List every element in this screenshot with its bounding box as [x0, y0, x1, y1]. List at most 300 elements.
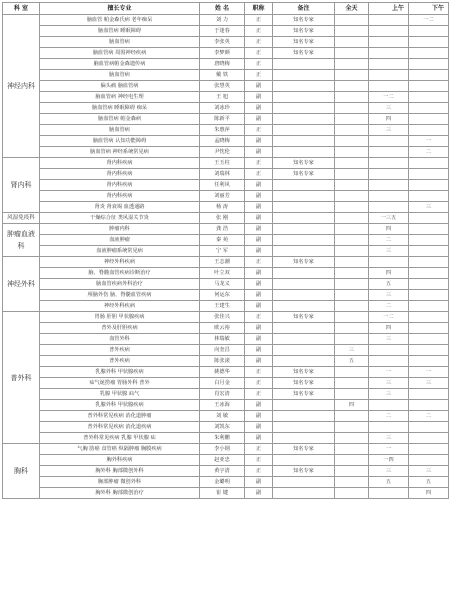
table-row	[3, 312, 449, 323]
morning-slot: 三	[369, 334, 409, 345]
specialty-cell: 普外科常见疾病 乳腺 甲状腺 疝	[40, 433, 200, 444]
doctor-note: 知名专家	[273, 169, 335, 180]
afternoon-slot: 三	[409, 378, 449, 389]
doctor-title: 副	[245, 400, 273, 411]
doctor-title: 副	[245, 103, 273, 114]
doctor-note	[273, 422, 335, 433]
doctor-title: 副	[245, 356, 273, 367]
table-row	[3, 235, 449, 246]
specialty-cell: 肾内科疾病	[40, 180, 200, 191]
afternoon-slot: 一	[409, 136, 449, 147]
doctor-name: 张佳兴	[200, 312, 245, 323]
doctor-title: 正	[245, 367, 273, 378]
table-row	[3, 224, 449, 235]
morning-slot: 一	[369, 367, 409, 378]
afternoon-slot	[409, 125, 449, 136]
table-row	[3, 147, 449, 158]
specialty-cell: 肾内科疾病	[40, 191, 200, 202]
doctor-name: 张慧英	[200, 81, 245, 92]
doctor-name: 向奎昌	[200, 345, 245, 356]
doctor-title: 副	[245, 345, 273, 356]
specialty-cell: 乳腺外科 甲状腺疾病	[40, 400, 200, 411]
morning-slot: 二	[369, 411, 409, 422]
department-name: 神经外科	[3, 257, 40, 312]
table-row	[3, 356, 449, 367]
department-name: 神经内科	[3, 15, 40, 158]
afternoon-slot: 四	[409, 488, 449, 499]
doctor-title: 副	[245, 81, 273, 92]
doctor-note	[273, 268, 335, 279]
full-day-slot	[335, 455, 369, 466]
full-day-slot	[335, 279, 369, 290]
table-row	[3, 301, 449, 312]
afternoon-slot	[409, 180, 449, 191]
full-day-slot	[335, 411, 369, 422]
afternoon-slot: 一二	[409, 15, 449, 26]
afternoon-slot	[409, 268, 449, 279]
afternoon-slot	[409, 103, 449, 114]
morning-slot: 三	[369, 103, 409, 114]
doctor-note	[273, 433, 335, 444]
doctor-note: 知名专家	[273, 257, 335, 268]
doctor-name: 李梦颜	[200, 48, 245, 59]
table-row	[3, 466, 449, 477]
doctor-title: 正	[245, 125, 273, 136]
specialty-cell: 肾内科疾病	[40, 169, 200, 180]
doctor-title: 正	[245, 37, 273, 48]
table-row	[3, 59, 449, 70]
afternoon-slot	[409, 246, 449, 257]
afternoon-slot	[409, 323, 449, 334]
afternoon-slot	[409, 400, 449, 411]
full-day-slot	[335, 257, 369, 268]
doctor-note	[273, 246, 335, 257]
morning-slot: 三	[369, 466, 409, 477]
morning-slot	[369, 147, 409, 158]
table-row	[3, 180, 449, 191]
department-name: 肿瘤血液科	[3, 224, 40, 257]
full-day-slot	[335, 114, 369, 125]
doctor-title: 正	[245, 444, 273, 455]
full-day-slot	[335, 158, 369, 169]
doctor-name: 杨 涛	[200, 202, 245, 213]
specialty-cell: 颅脑外伤 脑、脊髓血管疾病	[40, 290, 200, 301]
specialty-cell: 脑血管病	[40, 70, 200, 81]
doctor-title: 副	[245, 235, 273, 246]
morning-slot: 三	[369, 389, 409, 400]
clinic-schedule-table	[2, 2, 449, 499]
doctor-name: 马龙义	[200, 279, 245, 290]
morning-slot: 一二	[369, 92, 409, 103]
table-row	[3, 345, 449, 356]
table-row	[3, 268, 449, 279]
doctor-name: 崔 键	[200, 488, 245, 499]
specialty-cell: 普外疾病	[40, 356, 200, 367]
doctor-name: 刘丽芳	[200, 191, 245, 202]
doctor-name: 刘瑞林	[200, 169, 245, 180]
morning-slot: 三	[369, 290, 409, 301]
doctor-note	[273, 125, 335, 136]
specialty-cell: 胸外科疾病	[40, 455, 200, 466]
full-day-slot	[335, 246, 369, 257]
doctor-name: 孟晓梅	[200, 136, 245, 147]
afternoon-slot	[409, 312, 449, 323]
afternoon-slot	[409, 290, 449, 301]
morning-slot	[369, 81, 409, 92]
table-row	[3, 158, 449, 169]
department-name: 胸科	[3, 444, 40, 499]
afternoon-slot	[409, 81, 449, 92]
header-name: 姓 名	[200, 3, 245, 15]
doctor-title: 正	[245, 389, 273, 400]
afternoon-slot	[409, 59, 449, 70]
table-row	[3, 334, 449, 345]
morning-slot	[369, 356, 409, 367]
doctor-note	[273, 59, 335, 70]
afternoon-slot	[409, 114, 449, 125]
table-row	[3, 279, 449, 290]
afternoon-slot: 二	[409, 147, 449, 158]
doctor-title: 副	[245, 268, 273, 279]
table-row	[3, 81, 449, 92]
full-day-slot: 五	[335, 356, 369, 367]
full-day-slot	[335, 92, 369, 103]
doctor-title: 副	[245, 213, 273, 224]
doctor-note	[273, 400, 335, 411]
afternoon-slot	[409, 279, 449, 290]
specialty-cell: 脑血管疾病外科治疗	[40, 279, 200, 290]
afternoon-slot	[409, 356, 449, 367]
full-day-slot	[335, 37, 369, 48]
department-name: 普外科	[3, 312, 40, 444]
doctor-note	[273, 290, 335, 301]
doctor-name: 肖宏清	[200, 389, 245, 400]
specialty-cell: 胸外科 胸部微创治疗	[40, 488, 200, 499]
doctor-name: 王冰海	[200, 400, 245, 411]
doctor-note	[273, 92, 335, 103]
table-row	[3, 422, 449, 433]
table-row	[3, 488, 449, 499]
doctor-note: 知名专家	[273, 37, 335, 48]
afternoon-slot	[409, 334, 449, 345]
full-day-slot	[335, 312, 369, 323]
doctor-title: 正	[245, 26, 273, 37]
doctor-title: 副	[245, 301, 273, 312]
morning-slot	[369, 257, 409, 268]
specialty-cell: 肾内科疾病	[40, 158, 200, 169]
afternoon-slot	[409, 92, 449, 103]
morning-slot: 一	[369, 444, 409, 455]
doctor-name: 林瑞敏	[200, 334, 245, 345]
full-day-slot	[335, 81, 369, 92]
table-row	[3, 191, 449, 202]
afternoon-slot: 三	[409, 466, 449, 477]
afternoon-slot	[409, 224, 449, 235]
table-row	[3, 378, 449, 389]
full-day-slot	[335, 433, 369, 444]
specialty-cell: 胸部肿瘤 微创外科	[40, 477, 200, 488]
afternoon-slot	[409, 433, 449, 444]
morning-slot: 三	[369, 125, 409, 136]
doctor-note: 知名专家	[273, 26, 335, 37]
specialty-cell: 脑血管病 周围神经疾病	[40, 48, 200, 59]
doctor-name: 王 旭	[200, 92, 245, 103]
specialty-cell: 胸外科 胸部微创外科	[40, 466, 200, 477]
doctor-title: 正	[245, 169, 273, 180]
full-day-slot	[335, 70, 369, 81]
afternoon-slot	[409, 257, 449, 268]
doctor-name: 陈新平	[200, 114, 245, 125]
doctor-title: 副	[245, 136, 273, 147]
header-row	[3, 3, 449, 15]
doctor-note	[273, 455, 335, 466]
header-specialty: 擅长专业	[40, 3, 200, 15]
doctor-name: 王建生	[200, 301, 245, 312]
specialty-cell: 神经外科疾病	[40, 301, 200, 312]
doctor-note: 知名专家	[273, 466, 335, 477]
afternoon-slot	[409, 345, 449, 356]
table-row	[3, 290, 449, 301]
doctor-note	[273, 488, 335, 499]
doctor-note	[273, 345, 335, 356]
doctor-note	[273, 103, 335, 114]
morning-slot	[369, 70, 409, 81]
full-day-slot	[335, 48, 369, 59]
full-day-slot	[335, 444, 369, 455]
morning-slot	[369, 191, 409, 202]
table-row	[3, 367, 449, 378]
specialty-cell: 干燥综合征 类风湿关节炎	[40, 213, 200, 224]
doctor-title: 正	[245, 59, 273, 70]
afternoon-slot	[409, 37, 449, 48]
department-name: 风湿免疫科	[3, 213, 40, 224]
doctor-name: 姚德华	[200, 367, 245, 378]
afternoon-slot	[409, 70, 449, 81]
morning-slot	[369, 180, 409, 191]
morning-slot: 四	[369, 323, 409, 334]
doctor-name: 张 刚	[200, 213, 245, 224]
table-row	[3, 400, 449, 411]
table-row	[3, 92, 449, 103]
specialty-cell: 血管外科	[40, 334, 200, 345]
table-row	[3, 202, 449, 213]
morning-slot: 四	[369, 268, 409, 279]
doctor-name: 李小钢	[200, 444, 245, 455]
full-day-slot	[335, 125, 369, 136]
doctor-note: 知名专家	[273, 378, 335, 389]
full-day-slot	[335, 26, 369, 37]
morning-slot	[369, 345, 409, 356]
specialty-cell: 脑血管病 神经电生理	[40, 92, 200, 103]
specialty-cell: 脑血管病 神经系统常见病	[40, 147, 200, 158]
afternoon-slot	[409, 444, 449, 455]
table-row	[3, 169, 449, 180]
doctor-title: 副	[245, 180, 273, 191]
table-row	[3, 323, 449, 334]
doctor-title: 副	[245, 323, 273, 334]
header-dept: 科 室	[3, 3, 40, 15]
table-row	[3, 15, 449, 26]
specialty-cell: 乳腺 甲状腺 疝气	[40, 389, 200, 400]
doctor-note	[273, 81, 335, 92]
morning-slot: 二	[369, 235, 409, 246]
schedule-body	[3, 15, 449, 499]
afternoon-slot: 一	[409, 367, 449, 378]
doctor-title: 正	[245, 466, 273, 477]
table-row	[3, 433, 449, 444]
doctor-name: 任利风	[200, 180, 245, 191]
doctor-title: 副	[245, 202, 273, 213]
table-row	[3, 70, 449, 81]
doctor-name: 白月金	[200, 378, 245, 389]
doctor-name: 刘 力	[200, 15, 245, 26]
morning-slot: 四	[369, 224, 409, 235]
table-row	[3, 37, 449, 48]
doctor-note	[273, 235, 335, 246]
morning-slot	[369, 169, 409, 180]
table-row	[3, 455, 449, 466]
afternoon-slot	[409, 169, 449, 180]
doctor-note	[273, 356, 335, 367]
afternoon-slot	[409, 235, 449, 246]
table-row	[3, 389, 449, 400]
specialty-cell: 偏头痛 脑血管病	[40, 81, 200, 92]
doctor-title: 副	[245, 246, 273, 257]
doctor-name: 金璐明	[200, 477, 245, 488]
doctor-name: 唐晓梅	[200, 59, 245, 70]
doctor-title: 副	[245, 477, 273, 488]
doctor-note	[273, 411, 335, 422]
doctor-title: 正	[245, 257, 273, 268]
table-row	[3, 114, 449, 125]
doctor-note	[273, 136, 335, 147]
specialty-cell: 肿瘤内科	[40, 224, 200, 235]
specialty-cell: 普外科常见疾病 消化道疾病	[40, 422, 200, 433]
morning-slot: 三	[369, 246, 409, 257]
department-name: 肾内科	[3, 158, 40, 213]
table-row	[3, 246, 449, 257]
morning-slot	[369, 48, 409, 59]
morning-slot: 二	[369, 301, 409, 312]
specialty-cell: 普外科常见疾病 消化道肿瘤	[40, 411, 200, 422]
doctor-name: 于逢春	[200, 26, 245, 37]
morning-slot: 一三五	[369, 213, 409, 224]
doctor-note	[273, 323, 335, 334]
full-day-slot	[335, 488, 369, 499]
specialty-cell: 气胸 肋癌 食管癌 纵隔肿瘤 胸膜疾病	[40, 444, 200, 455]
full-day-slot	[335, 301, 369, 312]
doctor-name: 秦 苑	[200, 235, 245, 246]
doctor-note: 知名专家	[273, 48, 335, 59]
doctor-title: 副	[245, 290, 273, 301]
afternoon-slot	[409, 26, 449, 37]
doctor-title: 正	[245, 70, 273, 81]
doctor-note	[273, 191, 335, 202]
specialty-cell: 脑血管病 认知功能障碍	[40, 136, 200, 147]
full-day-slot: 三	[335, 345, 369, 356]
doctor-title: 副	[245, 433, 273, 444]
table-row	[3, 257, 449, 268]
full-day-slot	[335, 378, 369, 389]
table-row	[3, 411, 449, 422]
doctor-name: 宁 军	[200, 246, 245, 257]
morning-slot: 一二	[369, 312, 409, 323]
morning-slot	[369, 400, 409, 411]
full-day-slot	[335, 466, 369, 477]
doctor-note	[273, 224, 335, 235]
doctor-note	[273, 279, 335, 290]
morning-slot	[369, 202, 409, 213]
specialty-cell: 脑血管病	[40, 37, 200, 48]
specialty-cell: 脑血管病 睡眠障碍	[40, 26, 200, 37]
table-row	[3, 26, 449, 37]
afternoon-slot	[409, 213, 449, 224]
afternoon-slot	[409, 389, 449, 400]
doctor-title: 副	[245, 224, 273, 235]
full-day-slot	[335, 103, 369, 114]
table-row	[3, 48, 449, 59]
doctor-note	[273, 114, 335, 125]
doctor-note	[273, 202, 335, 213]
doctor-title: 副	[245, 147, 273, 158]
doctor-name: 朱利鹏	[200, 433, 245, 444]
doctor-note: 知名专家	[273, 312, 335, 323]
doctor-name: 王志潮	[200, 257, 245, 268]
doctor-note	[273, 70, 335, 81]
doctor-note: 知名专家	[273, 15, 335, 26]
doctor-title: 正	[245, 48, 273, 59]
morning-slot	[369, 37, 409, 48]
full-day-slot	[335, 334, 369, 345]
doctor-name: 欧云裕	[200, 323, 245, 334]
full-day-slot	[335, 290, 369, 301]
header-full-day: 全天	[335, 3, 369, 15]
doctor-name: 戴 铁	[200, 70, 245, 81]
doctor-note	[273, 180, 335, 191]
doctor-name: 何运东	[200, 290, 245, 301]
header-note: 备注	[273, 3, 335, 15]
morning-slot: 三	[369, 433, 409, 444]
doctor-note: 知名专家	[273, 367, 335, 378]
doctor-note	[273, 301, 335, 312]
doctor-title: 正	[245, 158, 273, 169]
specialty-cell: 脑血管病帕金森遗传病	[40, 59, 200, 70]
full-day-slot	[335, 323, 369, 334]
full-day-slot	[335, 202, 369, 213]
morning-slot: 四	[369, 114, 409, 125]
doctor-title: 副	[245, 334, 273, 345]
afternoon-slot	[409, 158, 449, 169]
doctor-title: 正	[245, 378, 273, 389]
full-day-slot	[335, 15, 369, 26]
specialty-cell: 脑血管病 睡眠障碍 痴呆	[40, 103, 200, 114]
doctor-name: 赵亚忠	[200, 455, 245, 466]
specialty-cell: 血液肿瘤系统常见病	[40, 246, 200, 257]
full-day-slot	[335, 180, 369, 191]
morning-slot: 五	[369, 279, 409, 290]
afternoon-slot: 三	[409, 202, 449, 213]
specialty-cell: 普外疾病	[40, 345, 200, 356]
specialty-cell: 脑血管病	[40, 125, 200, 136]
full-day-slot	[335, 422, 369, 433]
afternoon-slot	[409, 48, 449, 59]
specialty-cell: 胃肠 肝胆 甲状腺疾病	[40, 312, 200, 323]
doctor-title: 副	[245, 191, 273, 202]
table-row	[3, 444, 449, 455]
doctor-name: 龚 浩	[200, 224, 245, 235]
doctor-name: 朱惠萍	[200, 125, 245, 136]
specialty-cell: 神经外科疾病	[40, 257, 200, 268]
